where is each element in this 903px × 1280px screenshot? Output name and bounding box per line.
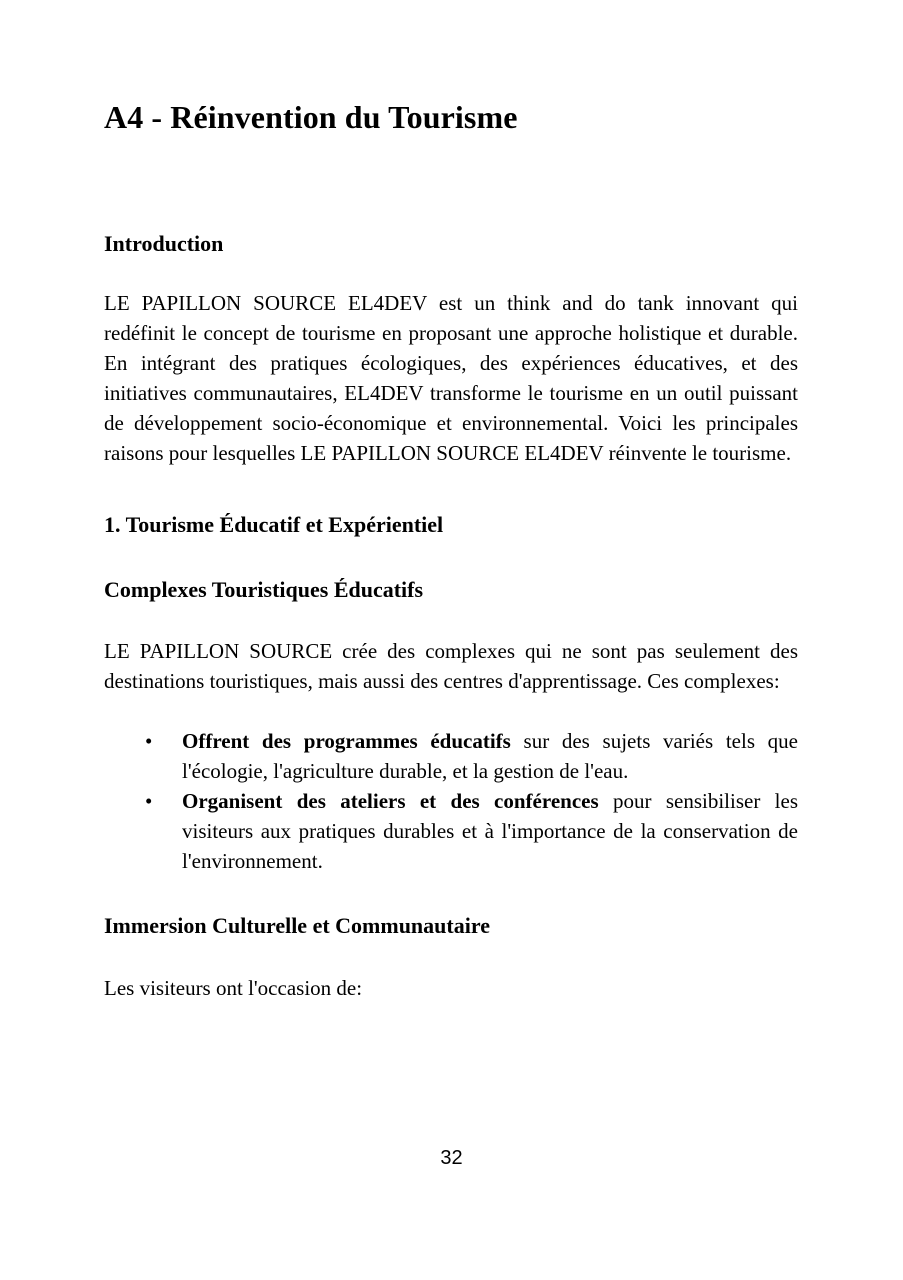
page-number: 32 <box>440 1147 463 1169</box>
paragraph-complexes: LE PAPILLON SOURCE crée des complexes qui ne sont pas seulement des destinations touristiques, mais aussi des centres d'apprentissage. Ces complexes: <box>104 639 798 693</box>
page-title: A4 - Réinvention du Tourisme <box>104 99 518 135</box>
paragraph-introduction: LE PAPILLON SOURCE EL4DEV est un think and do tank innovant qui redéfinit le concept de tourisme en proposant une approche holistique et durable. En intégrant des pratiques écologiques, des expériences éducatives, et des initiatives communautaires, EL4DEV transforme le tourisme en un outil puissant de développement socio-économique et environnemental. Voici les principales raisons pour lesquelles LE PAPILLON SOURCE EL4DEV réinvente le tourisme. <box>104 291 798 465</box>
heading-introduction: Introduction <box>104 231 224 256</box>
bullet-marker-icon: • <box>145 789 153 813</box>
list-item <box>104 726 798 786</box>
list-item-text: pour sensibiliser les visiteurs aux pratiques durables et à l'importance de la conservation de l'environnement. <box>182 789 799 873</box>
list-item <box>104 786 798 876</box>
paragraph-visiteurs: Les visiteurs ont l'occasion de: <box>104 976 363 1000</box>
page-content <box>104 0 798 1003</box>
bullet-marker-icon: • <box>145 729 153 753</box>
heading-immersion-culturelle: Immersion Culturelle et Communautaire <box>104 913 490 938</box>
heading-tourisme-educatif: 1. Tourisme Éducatif et Expérientiel <box>104 512 444 537</box>
list-item-text: sur des sujets variés tels que l'écologie, l'agriculture durable, et la gestion de l'eau. <box>182 729 798 783</box>
heading-complexes-touristiques: Complexes Touristiques Éducatifs <box>104 577 424 602</box>
complexes-bullet-list <box>104 696 798 876</box>
list-item-lead: Organisent des ateliers et des conférences <box>182 789 599 813</box>
list-item-lead: Offrent des programmes éducatifs <box>182 729 511 753</box>
